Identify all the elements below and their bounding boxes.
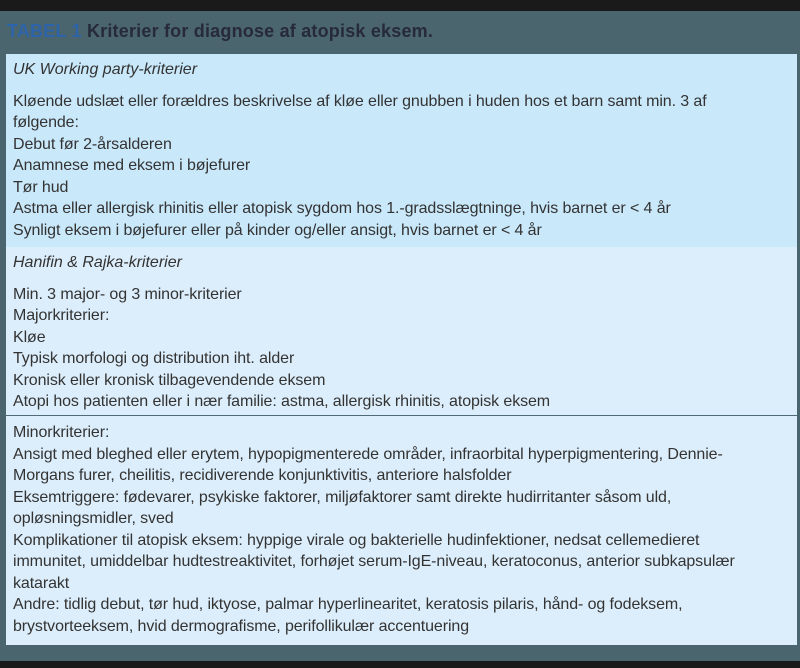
table-line: Andre: tidlig debut, tør hud, iktyose, palmar hyperlinearitet, keratosis pilaris, hånd- og fodeksem, <box>13 596 683 613</box>
table-line: Anamnese med eksem i bøjefurer <box>13 157 251 174</box>
table-line: Kronisk eller kronisk tilbagevendende eksem <box>13 371 326 389</box>
section-uk-working-party <box>6 54 797 247</box>
table-line: Atopi hos patienten eller i nær familie: astma, allergisk rhinitis, atopisk eksem <box>13 393 551 410</box>
table-line: Majorkriterier: <box>13 307 110 324</box>
table-line: Eksemtriggere: fødevarer, psykiske faktorer, miljøfaktorer samt direkte hudirritanter såsom uld, <box>13 488 672 506</box>
section-hanifin-rajka <box>6 247 797 415</box>
table-line: opløsningsmidler, sved <box>13 510 174 527</box>
table-line: Astma eller allergisk rhinitis eller atopisk sygdom hos 1.-gradsslægtninge, hvis barnet er < 4 år <box>13 200 671 217</box>
table-line: brystvorteeksem, hvid dermografisme, perifollikulær accentuering <box>13 617 470 635</box>
bottom-margin-strip <box>0 645 800 661</box>
table-line: Typisk morfologi og distribution iht. alder <box>13 350 295 367</box>
table-line: immunitet, umiddelbar hudtestreaktivitet, forhøjet serum-IgE-niveau, keratoconus, anterior subkapsulær <box>13 553 735 570</box>
table-line: Komplikationer til atopisk eksem: hyppige virale og bakterielle hudinfektioner, nedsat cellemedieret <box>13 531 700 549</box>
table-line: katarakt <box>13 574 70 592</box>
table-line: Minorkriterier: <box>13 424 110 441</box>
section-heading: UK Working party-kriterier <box>13 61 198 78</box>
table-header-title <box>7 20 792 42</box>
table-line: Min. 3 major- og 3 minor-kriterier <box>13 285 242 303</box>
table-line: Kløende udslæt eller forældres beskrivelse af kløe eller gnubben i huden hos et barn samt min. 3 af <box>13 92 707 110</box>
table-content <box>6 54 797 645</box>
section-heading: Hanifin & Rajka-kriterier <box>13 254 182 271</box>
table-title-text: Kriterier for diagnose af atopisk eksem. <box>86 21 434 41</box>
table-line: Synligt eksem i bøjefurer eller på kinder og/eller ansigt, hvis barnet er < 4 år <box>13 221 542 239</box>
section-minor-criteria <box>6 416 797 645</box>
bottom-border-bar <box>0 661 800 668</box>
table-line: følgende: <box>13 114 79 131</box>
table-line: Debut før 2-årsalderen <box>13 135 172 153</box>
table-line: Ansigt med bleghed eller erytem, hypopigmenterede områder, infraorbital hyperpigmentering, Dennie- <box>13 445 723 463</box>
table-number-tag: TABEL 1 <box>7 21 82 41</box>
table-line: Kløe <box>13 328 46 346</box>
table-line: Morgans furer, cheilitis, recidiverende konjunktivitis, anteriore halsfolder <box>13 467 512 484</box>
table-header-band <box>0 11 800 54</box>
top-border-bar <box>0 0 800 11</box>
table-line: Tør hud <box>13 178 69 196</box>
